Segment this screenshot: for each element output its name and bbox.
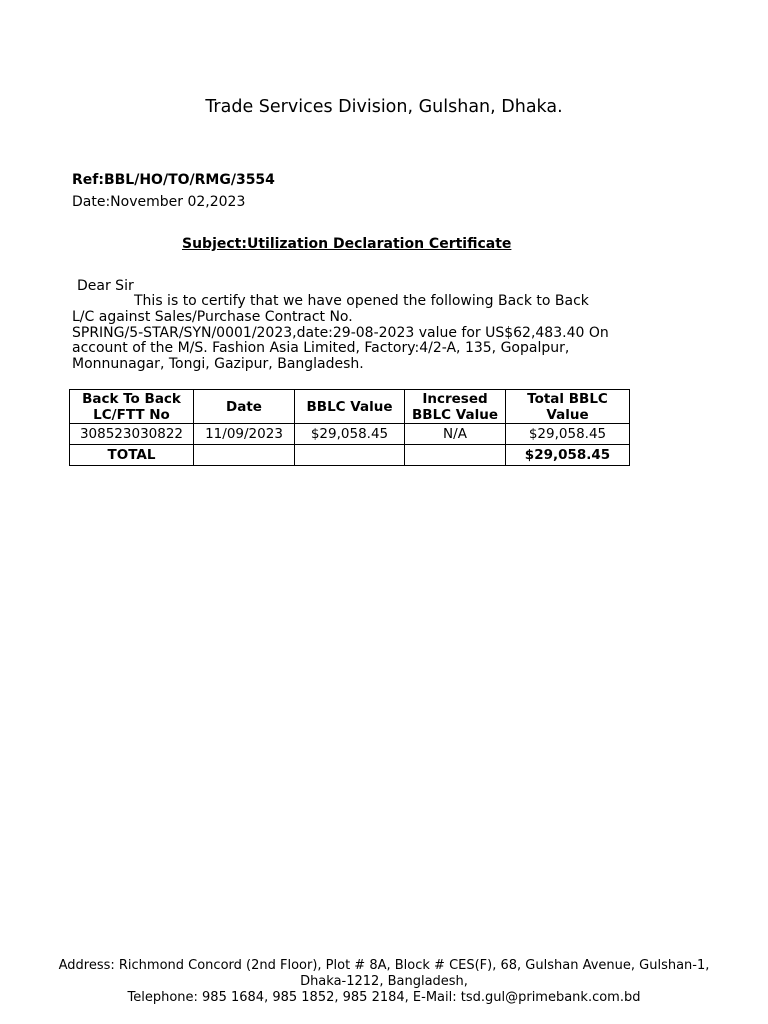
footer-line: Telephone: 985 1684, 985 1852, 985 2184, E-Mail: tsd.gul@primebank.com.bd [127, 990, 641, 1005]
cell-lc-no: 308523030822 [70, 424, 194, 445]
empty-cell [194, 445, 295, 466]
body-line: This is to certify that we have opened the following Back to Back [134, 293, 589, 309]
header-total-value [506, 390, 630, 424]
body-line: account of the M/S. Fashion Asia Limited, Factory:4/2-A, 135, Gopalpur, [72, 340, 570, 357]
reference-number: Ref:BBL/HO/TO/RMG/3554 [72, 172, 275, 188]
cell-bblc-value: $29,058.45 [295, 424, 405, 445]
header-text: Back To Back [82, 390, 181, 407]
header-text: Date [226, 398, 262, 415]
total-row [70, 445, 630, 466]
header-text: Value [546, 406, 589, 423]
bblc-table [69, 389, 630, 466]
header-increased-value [405, 390, 506, 424]
cell-total: $29,058.45 [506, 424, 630, 445]
empty-cell [405, 445, 506, 466]
total-value: $29,058.45 [506, 445, 630, 466]
cell-increased: N/A [405, 424, 506, 445]
header-text: BBLC Value [411, 406, 498, 423]
header-text: LC/FTT No [93, 406, 170, 423]
header-text: Incresed [422, 390, 488, 407]
footer-address [0, 958, 768, 1005]
header-date [194, 390, 295, 424]
total-label: TOTAL [70, 445, 194, 466]
footer-line: Address: Richmond Concord (2nd Floor), Plot # 8A, Block # CES(F), 68, Gulshan Avenue, Gulshan-1, [58, 958, 710, 973]
table-header-row [70, 390, 630, 424]
body-line: SPRING/5-STAR/SYN/0001/2023,date:29-08-2023 value for US$62,483.40 On [72, 324, 609, 341]
letter-date: Date:November 02,2023 [72, 194, 246, 210]
cell-date: 11/09/2023 [194, 424, 295, 445]
empty-cell [295, 445, 405, 466]
footer-line: Dhaka-1212, Bangladesh, [300, 974, 468, 989]
division-heading: Trade Services Division, Gulshan, Dhaka. [205, 97, 563, 117]
letter-subject: Subject:Utilization Declaration Certificate [182, 236, 512, 252]
body-line: L/C against Sales/Purchase Contract No. [72, 308, 353, 325]
table-row [70, 424, 630, 445]
header-bblc-value [295, 390, 405, 424]
letter-body [72, 294, 632, 373]
salutation: Dear Sir [77, 278, 134, 294]
body-line: Monnunagar, Tongi, Gazipur, Bangladesh. [72, 356, 364, 373]
header-lc-no [70, 390, 194, 424]
header-text: BBLC Value [306, 398, 393, 415]
header-text: Total BBLC [527, 390, 608, 407]
